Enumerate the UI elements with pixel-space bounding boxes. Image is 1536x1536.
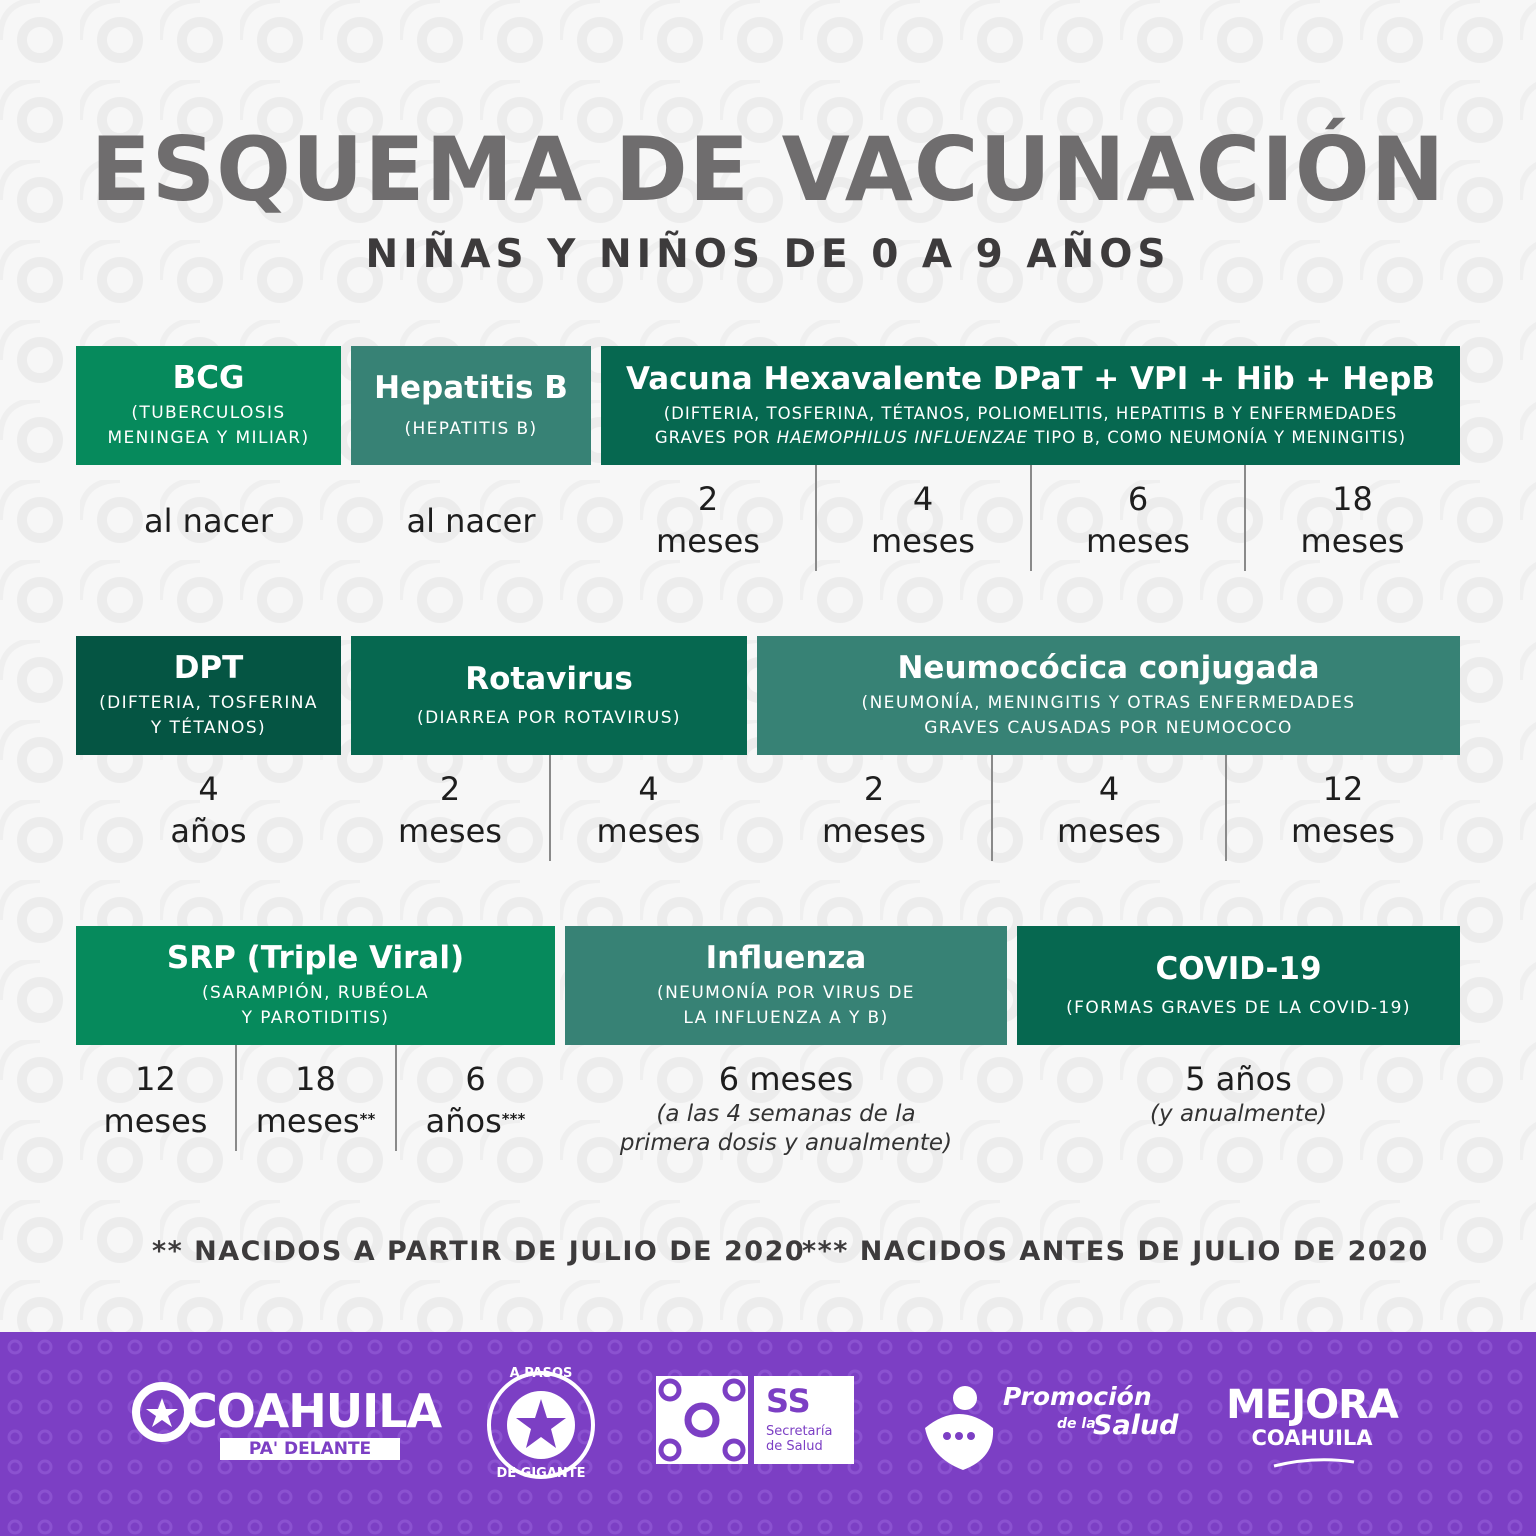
dose-neumo-2: 4 meses [1057, 770, 1161, 851]
dose-neumo-1: 2 meses [822, 770, 926, 851]
gigante-seal-graphic [484, 1368, 598, 1482]
dose-hexa-3: 6 meses [1086, 480, 1190, 561]
footer-bar [0, 1332, 1536, 1536]
dose-dpt: 4 años [170, 770, 247, 851]
gigante-text-top: A PASOS [509, 1366, 573, 1381]
vaccine-name: Hepatitis B [374, 369, 568, 406]
vaccine-name: BCG [172, 360, 245, 397]
vaccine-description: (SARAMPIÓN, RUBÉOLA Y PAROTIDITIS) [201, 983, 430, 1029]
vaccine-description: (DIFTERIA, TOSFERINA, TÉTANOS, POLIOMELITIS, HEPATITIS B Y ENFERMEDADES GRAVES POR HAEMOPHILUS INFLUENZAE TIPO B, COMO NEUMONÍA Y MENINGITIS) [654, 404, 1407, 448]
vaccine-header-rotavirus [351, 636, 747, 755]
dose-srp-1: 12 meses [103, 1060, 208, 1141]
mejora-subtext: COAHUILA [1251, 1426, 1373, 1450]
salud-pattern-graphic [656, 1376, 748, 1464]
vaccine-header-hexavalente [601, 346, 1460, 465]
dose-influenza: 6 meses (a las 4 semanas de la primera dosis y anualmente) [619, 1060, 953, 1156]
promocion-salud-logo [917, 1378, 1177, 1474]
vaccine-description: (DIFTERIA, TOSFERINA Y TÉTANOS) [99, 693, 318, 739]
coahuila-logo-tag: PA' DELANTE [220, 1438, 400, 1460]
dose-neumo-3: 12 meses [1291, 770, 1395, 851]
vaccine-name: COVID-19 [1155, 950, 1322, 987]
vaccine-description: (TUBERCULOSIS MENINGEA Y MILIAR) [107, 403, 310, 449]
dose-hexa-4: 18 meses [1300, 480, 1405, 561]
vaccine-description: (FORMAS GRAVES DE LA COVID-19) [1066, 997, 1411, 1018]
mejora-swoosh [1214, 1454, 1410, 1470]
dose-hexa-2: 4 meses [871, 480, 975, 561]
secretaria-de-salud-logo [656, 1376, 854, 1464]
footnote-born-after: ** NACIDOS A PARTIR DE JULIO DE 2020 [152, 1236, 806, 1267]
page-subtitle: NIÑAS Y NIÑOS DE 0 A 9 AÑOS [365, 232, 1171, 277]
dose-covid: 5 años (y anualmente) [1150, 1060, 1327, 1128]
coahuila-logo-text: COAHUILA [184, 1384, 442, 1438]
salud-abbr: SS [766, 1382, 811, 1420]
dose-srp-3: 6 años*** [425, 1060, 526, 1141]
dose-bcg: al nacer [144, 502, 273, 540]
vaccine-description: (HEPATITIS B) [404, 418, 538, 439]
dose-hexa-1: 2 meses [656, 480, 760, 561]
vaccine-description: (DIARREA POR ROTAVIRUS) [417, 707, 681, 728]
vaccine-name: Rotavirus [465, 660, 633, 697]
vaccine-header-influenza [565, 926, 1007, 1045]
page-title: ESQUEMA DE VACUNACIÓN [90, 118, 1446, 221]
salud-line-2: de Salud [766, 1439, 823, 1454]
salud-line-1: Secretaría [766, 1424, 833, 1439]
vaccine-header-srp [76, 926, 555, 1045]
dose-rota-2: 4 meses [596, 770, 701, 851]
salud-label-box [754, 1376, 854, 1464]
mejora-text: MEJORA [1226, 1382, 1398, 1428]
vaccine-header-neumococica [757, 636, 1460, 755]
mejora-coahuila-logo [1214, 1382, 1410, 1472]
coahuila-logo [128, 1382, 442, 1462]
vaccine-description: (NEUMONÍA POR VIRUS DE LA INFLUENZA A Y B) [657, 983, 915, 1029]
gigante-text-bottom: DE GIGANTE [496, 1466, 586, 1481]
promocion-line-3: Salud [1093, 1410, 1179, 1441]
promocion-emblem-graphic [917, 1378, 1001, 1474]
dose-rota-1: 2 meses [398, 770, 502, 851]
a-pasos-de-gigante-logo [484, 1368, 598, 1482]
vaccine-name: Neumocócica conjugada [897, 650, 1320, 687]
footnote-born-before: *** NACIDOS ANTES DE JULIO DE 2020 [802, 1236, 1429, 1267]
vaccine-header-covid [1017, 926, 1460, 1045]
vaccine-header-bcg [76, 346, 341, 465]
dose-hepatitis-b: al nacer [406, 502, 536, 540]
vaccine-name: SRP (Triple Viral) [166, 940, 465, 977]
dose-srp-2: 18 meses** [255, 1060, 376, 1141]
vaccine-name: Influenza [705, 940, 867, 977]
vaccine-name: DPT [173, 650, 244, 687]
vaccine-header-hepatitis-b [351, 346, 591, 465]
vaccine-header-dpt [76, 636, 341, 755]
promocion-line-1: Promoción [1003, 1382, 1152, 1411]
vaccine-name: Vacuna Hexavalente DPaT + VPI + Hib + HepB [626, 360, 1435, 397]
vaccine-description: (NEUMONÍA, MENINGITIS Y OTRAS ENFERMEDADES GRAVES CAUSADAS POR NEUMOCOCO [861, 693, 1356, 739]
promocion-line-2: de la [1057, 1416, 1096, 1432]
